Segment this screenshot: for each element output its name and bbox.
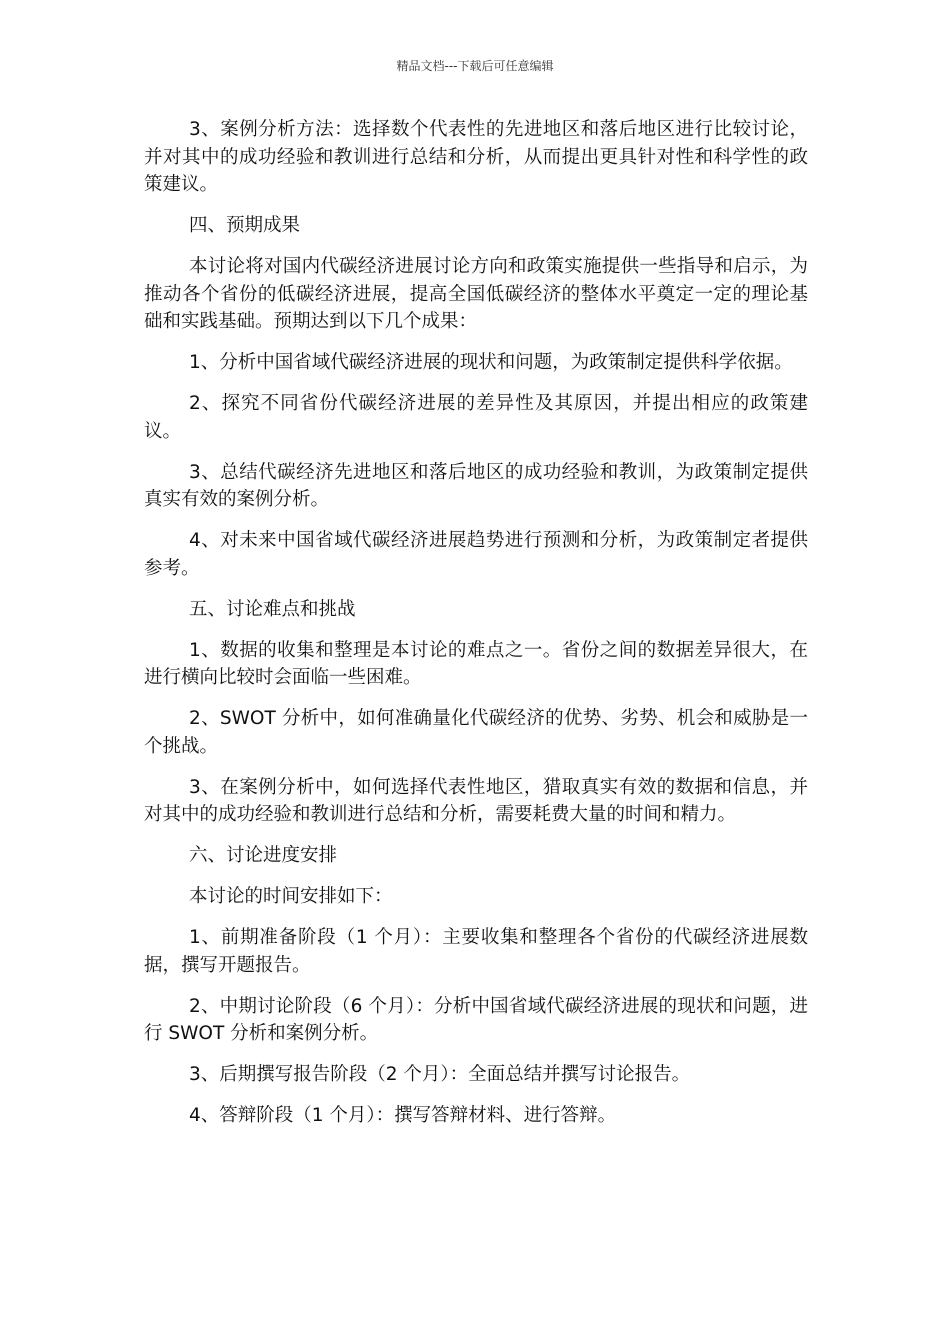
heading-difficulties: 五、讨论难点和挑战	[189, 598, 356, 620]
paragraph-schedule-2: 2、中期讨论阶段（6 个月）：分析中国省域代碳经济进展的现状和问题，进行 SWOT 分析和案例分析。	[144, 995, 808, 1044]
paragraph-difficulty-1: 1、数据的收集和整理是本讨论的难点之一。省份之间的数据差异很大，在进行横向比较时会面临一些困难。	[144, 639, 808, 688]
paragraph-case-method: 3、案例分析方法：选择数个代表性的先进地区和落后地区进行比较讨论，并对其中的成功经验和教训进行总结和分析，从而提出更具针对性和科学性的政策建议。	[144, 119, 808, 195]
paragraph-result-1: 1、分析中国省域代碳经济进展的现状和问题，为政策制定提供科学依据。	[189, 352, 793, 373]
heading-expected-results: 四、预期成果	[189, 215, 301, 236]
paragraph-difficulty-2: 2、SWOT 分析中，如何准确量化代碳经济的优势、劣势、机会和威胁是一个挑战。	[144, 708, 808, 757]
page-header: 精品文档---下载后可任意编辑	[396, 59, 554, 73]
paragraph-schedule-3: 3、后期撰写报告阶段（2 个月）：全面总结并撰写讨论报告。	[189, 1064, 691, 1085]
paragraph-result-3: 3、总结代碳经济先进地区和落后地区的成功经验和教训，为政策制定提供真实有效的案例分析。	[144, 461, 808, 510]
paragraph-results-intro: 本讨论将对国内代碳经济进展讨论方向和政策实施提供一些指导和启示，为推动各个省份的低碳经济进展，提高全国低碳经济的整体水平奠定一定的理论基础和实践基础。预期达到以下几个成果：	[144, 256, 808, 332]
heading-schedule: 六、讨论进度安排	[189, 845, 338, 866]
paragraph-result-2: 2、探究不同省份代碳经济进展的差异性及其原因，并提出相应的政策建议。	[144, 393, 808, 442]
document-body	[144, 116, 808, 1143]
paragraph-schedule-4: 4、答辩阶段（1 个月）：撰写答辩材料、进行答辩。	[189, 1105, 617, 1126]
paragraph-result-4: 4、对未来中国省域代碳经济进展趋势进行预测和分析，为政策制定者提供参考。	[144, 530, 808, 579]
paragraph-schedule-intro: 本讨论的时间安排如下：	[189, 886, 393, 907]
paragraph-schedule-1: 1、前期准备阶段（1 个月）：主要收集和整理各个省份的代碳经济进展数据，撰写开题报告。	[144, 927, 808, 976]
paragraph-difficulty-3: 3、在案例分析中，如何选择代表性地区，猎取真实有效的数据和信息，并对其中的成功经验和教训进行总结和分析，需要耗费大量的时间和精力。	[144, 776, 808, 825]
